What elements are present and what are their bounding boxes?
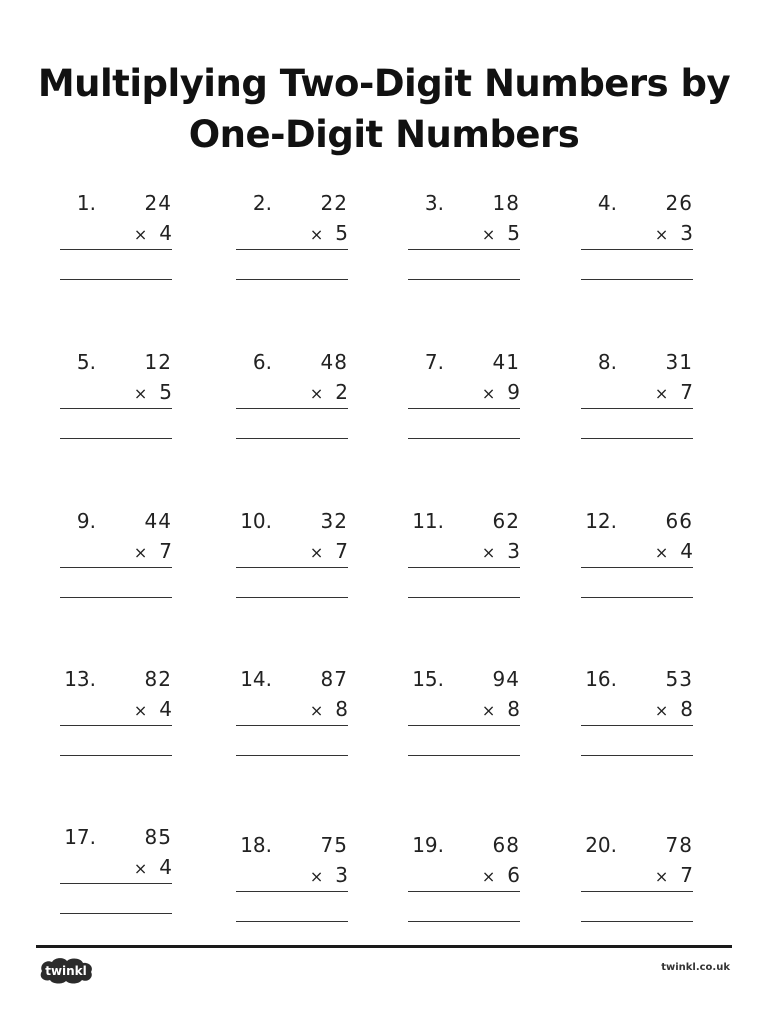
problem-12 [581,508,693,608]
times-sign: × [309,701,324,720]
problem-17 [60,824,172,924]
multiplicand: 32 [320,509,348,533]
multiplier: 3 [507,539,520,563]
answer-line[interactable] [60,597,172,598]
problem-number: 19. [412,833,444,857]
problem-11 [408,508,520,608]
answer-line[interactable] [60,438,172,439]
multiplier-row [655,379,693,407]
multiplicand: 48 [320,350,348,374]
multiplier-row [655,696,693,724]
answer-line[interactable] [581,597,693,598]
multiplier-row [310,862,348,890]
problem-15 [408,666,520,766]
answer-line[interactable] [60,755,172,756]
multiplier: 3 [335,863,348,887]
footer-url: twinkl.co.uk [661,962,730,973]
multiplier: 8 [335,697,348,721]
operation-line [236,567,348,568]
answer-line[interactable] [236,597,348,598]
multiplier-row [310,696,348,724]
multiplicand: 66 [665,509,693,533]
operation-line [236,725,348,726]
multiplier: 6 [507,863,520,887]
problem-number: 20. [585,833,617,857]
answer-line[interactable] [236,438,348,439]
multiplicand: 12 [144,350,172,374]
problem-number: 10. [240,509,272,533]
problem-2 [236,190,348,290]
multiplier-row [655,220,693,248]
answer-line[interactable] [236,279,348,280]
multiplier-row [310,379,348,407]
problem-1 [60,190,172,290]
answer-line[interactable] [581,755,693,756]
problem-16 [581,666,693,766]
times-sign: × [133,543,148,562]
times-sign: × [654,867,669,886]
problem-number: 6. [252,350,272,374]
twinkl-logo [36,955,96,985]
multiplier: 5 [159,380,172,404]
operation-line [236,891,348,892]
multiplier: 9 [507,380,520,404]
problem-19 [408,832,520,932]
answer-line[interactable] [60,279,172,280]
operation-line [408,725,520,726]
times-sign: × [654,701,669,720]
operation-line [408,408,520,409]
multiplier-row [134,696,172,724]
times-sign: × [654,225,669,244]
problem-number: 12. [585,509,617,533]
operation-line [60,567,172,568]
problem-number: 13. [64,667,96,691]
multiplicand: 75 [320,833,348,857]
answer-line[interactable] [408,921,520,922]
multiplier: 8 [507,697,520,721]
multiplicand: 44 [144,509,172,533]
multiplicand: 85 [144,825,172,849]
multiplicand: 22 [320,191,348,215]
operation-line [60,725,172,726]
problem-3 [408,190,520,290]
problem-number: 7. [424,350,444,374]
answer-line[interactable] [408,755,520,756]
problem-number: 15. [412,667,444,691]
multiplicand: 62 [492,509,520,533]
multiplicand: 31 [665,350,693,374]
multiplier: 3 [680,221,693,245]
multiplier: 4 [159,855,172,879]
answer-line[interactable] [408,597,520,598]
operation-line [581,249,693,250]
problem-number: 4. [597,191,617,215]
problem-number: 11. [412,509,444,533]
multiplier: 2 [335,380,348,404]
times-sign: × [481,867,496,886]
problem-number: 1. [76,191,96,215]
operation-line [581,567,693,568]
multiplicand: 18 [492,191,520,215]
answer-line[interactable] [408,438,520,439]
operation-line [236,249,348,250]
multiplier-row [310,220,348,248]
problem-13 [60,666,172,766]
problem-10 [236,508,348,608]
operation-line [60,408,172,409]
problem-9 [60,508,172,608]
operation-line [581,725,693,726]
problem-4 [581,190,693,290]
problem-number: 3. [424,191,444,215]
problem-number: 2. [252,191,272,215]
problem-number: 8. [597,350,617,374]
multiplicand: 24 [144,191,172,215]
multiplicand: 94 [492,667,520,691]
multiplier-row [482,862,520,890]
multiplier-row [134,379,172,407]
times-sign: × [309,225,324,244]
multiplicand: 41 [492,350,520,374]
title-line-1: Multiplying Two-Digit Numbers by [37,62,731,105]
times-sign: × [309,384,324,403]
operation-line [581,408,693,409]
multiplier: 5 [335,221,348,245]
operation-line [408,567,520,568]
times-sign: × [481,543,496,562]
problem-14 [236,666,348,766]
multiplier: 7 [680,863,693,887]
answer-line[interactable] [408,279,520,280]
multiplicand: 87 [320,667,348,691]
multiplier-row [482,379,520,407]
problem-20 [581,832,693,932]
times-sign: × [133,225,148,244]
multiplicand: 78 [665,833,693,857]
multiplier-row [134,854,172,882]
multiplier: 7 [680,380,693,404]
answer-line[interactable] [236,921,348,922]
multiplier-row [310,538,348,566]
multiplier-row [482,538,520,566]
multiplier: 7 [159,539,172,563]
problem-number: 17. [64,825,96,849]
operation-line [236,408,348,409]
times-sign: × [654,543,669,562]
multiplier: 8 [680,697,693,721]
answer-line[interactable] [236,755,348,756]
times-sign: × [133,701,148,720]
times-sign: × [481,384,496,403]
operation-line [581,891,693,892]
times-sign: × [309,867,324,886]
multiplicand: 68 [492,833,520,857]
problem-6 [236,349,348,449]
operation-line [408,891,520,892]
problem-number: 5. [76,350,96,374]
answer-line[interactable] [581,921,693,922]
operation-line [408,249,520,250]
problem-7 [408,349,520,449]
svg-text:twinkl: twinkl [45,964,87,978]
multiplier-row [134,538,172,566]
multiplier-row [482,696,520,724]
times-sign: × [309,543,324,562]
times-sign: × [133,384,148,403]
multiplier-row [655,862,693,890]
multiplier: 4 [159,221,172,245]
problem-number: 14. [240,667,272,691]
answer-line[interactable] [60,913,172,914]
problem-number: 16. [585,667,617,691]
problem-number: 18. [240,833,272,857]
answer-line[interactable] [581,438,693,439]
problem-18 [236,832,348,932]
times-sign: × [481,701,496,720]
title-line-2: One-Digit Numbers [188,113,580,156]
times-sign: × [133,859,148,878]
problem-number: 9. [76,509,96,533]
problem-5 [60,349,172,449]
times-sign: × [481,225,496,244]
multiplier-row [134,220,172,248]
multiplier: 7 [335,539,348,563]
multiplicand: 82 [144,667,172,691]
multiplier: 4 [159,697,172,721]
multiplier-row [655,538,693,566]
multiplicand: 26 [665,191,693,215]
answer-line[interactable] [581,279,693,280]
multiplier: 4 [680,539,693,563]
multiplicand: 53 [665,667,693,691]
multiplier: 5 [507,221,520,245]
multiplier-row [482,220,520,248]
problem-8 [581,349,693,449]
footer-divider [36,945,732,948]
operation-line [60,883,172,884]
operation-line [60,249,172,250]
times-sign: × [654,384,669,403]
